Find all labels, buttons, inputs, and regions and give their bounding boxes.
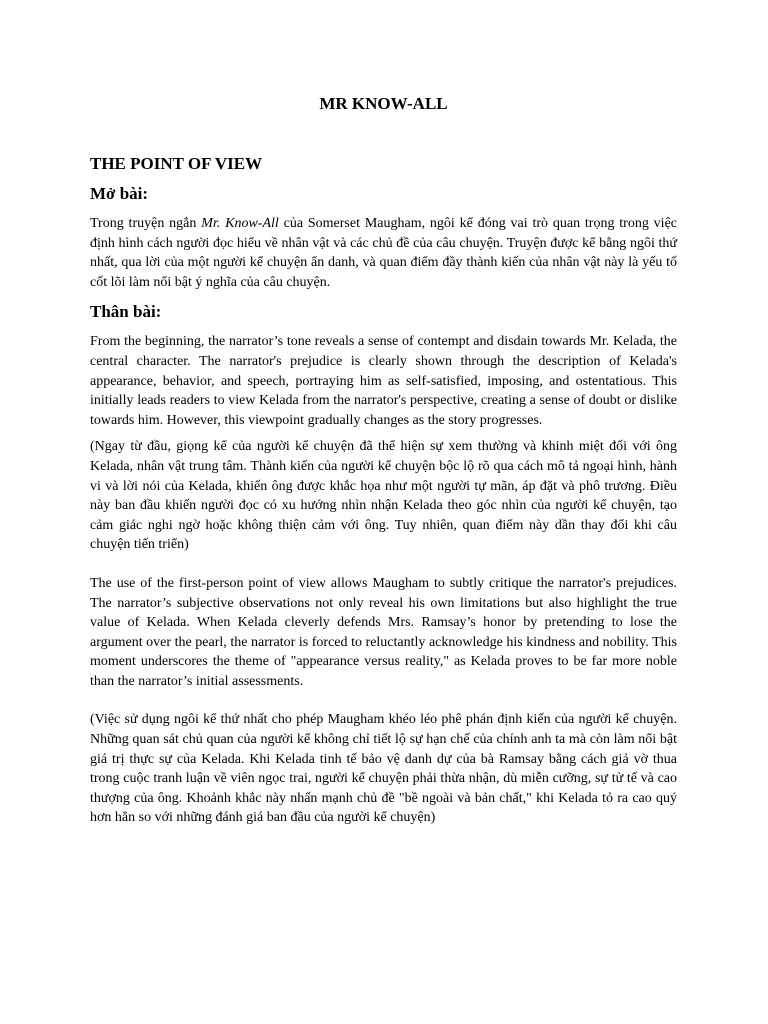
intro-text-part2: của Somerset Maugham, ngôi kể đóng vai trò quan trọng trong việc định hình cách người đọc hiểu về nhân vật và các chủ đề của câu chuyện. Truyện được kể bằng ngôi thứ nhất, qua lời của một người kể chuyện ẩn danh, và quan điểm đầy thành kiến của nhân vật này là yếu tố cốt lõi làm nổi bật ý nghĩa của câu chuyện. — [90, 216, 677, 290]
body-paragraph-3: The use of the first-person point of view allows Maugham to subtly critique the narrator's prejudices. The narrator’s subjective observations not only reveal his own limitations but also highlight the true value of Kelada. When Kelada cleverly defends Mrs. Ramsay’s honor by pretending to lose the argument over the pearl, the narrator is forced to reluctantly acknowledge his kindness and nobility. This moment underscores the theme of "appearance versus reality," as Kelada proves to be far more noble than the narrator’s initial assessments. — [90, 575, 677, 689]
intro-text-part1: Trong truyện ngắn — [90, 216, 202, 231]
document-title: MR KNOW-ALL — [319, 94, 448, 113]
body-paragraph-2: (Ngay từ đầu, giọng kể của người kể chuyện đã thể hiện sự xem thường và khinh miệt đối với ông Kelada, nhân vật trung tâm. Thành kiến của người kể chuyện bộc lộ rõ qua cách mô tả ngoại hình, hành vi và lời nói của Kelada, khiến ông được khắc họa như một người tự mãn, áp đặt và phô trương. Điều này ban đầu khiến người đọc có xu hướng nhìn nhận Kelada theo góc nhìn của người kể chuyện, tạo cảm giác nghi ngờ hoặc không thiện cảm với ông. Tuy nhiên, quan điểm này dần thay đổi khi câu chuyện tiến triển) — [90, 439, 677, 553]
section-heading: THE POINT OF VIEW — [90, 154, 263, 173]
body-paragraph-1: From the beginning, the narrator’s tone reveals a sense of contempt and disdain towards Mr. Kelada, the central character. The narrator's prejudice is clearly shown through the description of Kelada's appearance, behavior, and speech, portraying him as self-satisfied, imposing, and ostentatious. This initially leads readers to view Kelada from the narrator's perspective, creating a sense of doubt or dislike towards him. However, this viewpoint gradually changes as the story progresses. — [90, 334, 677, 428]
intro-paragraph — [90, 214, 677, 292]
body-paragraph-4: (Việc sử dụng ngôi kể thứ nhất cho phép Maugham khéo léo phê phán định kiến của người kể chuyện. Những quan sát chủ quan của người kể không chỉ tiết lộ sự hạn chế của chính anh ta mà còn làm nổi bật giá trị thực sự của Kelada. Khi Kelada tinh tế bảo vệ danh dự của bà Ramsay bằng cách giả vờ thua trong cuộc tranh luận về viên ngọc trai, người kể chuyện phải thừa nhận, dù miễn cưỡng, sự tử tế và cao thượng của ông. Khoảnh khắc này nhấn mạnh chủ đề "bề ngoài và bản chất," khi Kelada tỏ ra cao quý hơn hẳn so với những đánh giá ban đầu của người kể chuyện) — [90, 712, 677, 826]
body-heading: Thân bài: — [90, 302, 162, 322]
intro-heading: Mở bài: — [90, 184, 149, 203]
document-page — [90, 94, 677, 828]
story-title-italic: Mr. Know-All — [201, 216, 279, 231]
